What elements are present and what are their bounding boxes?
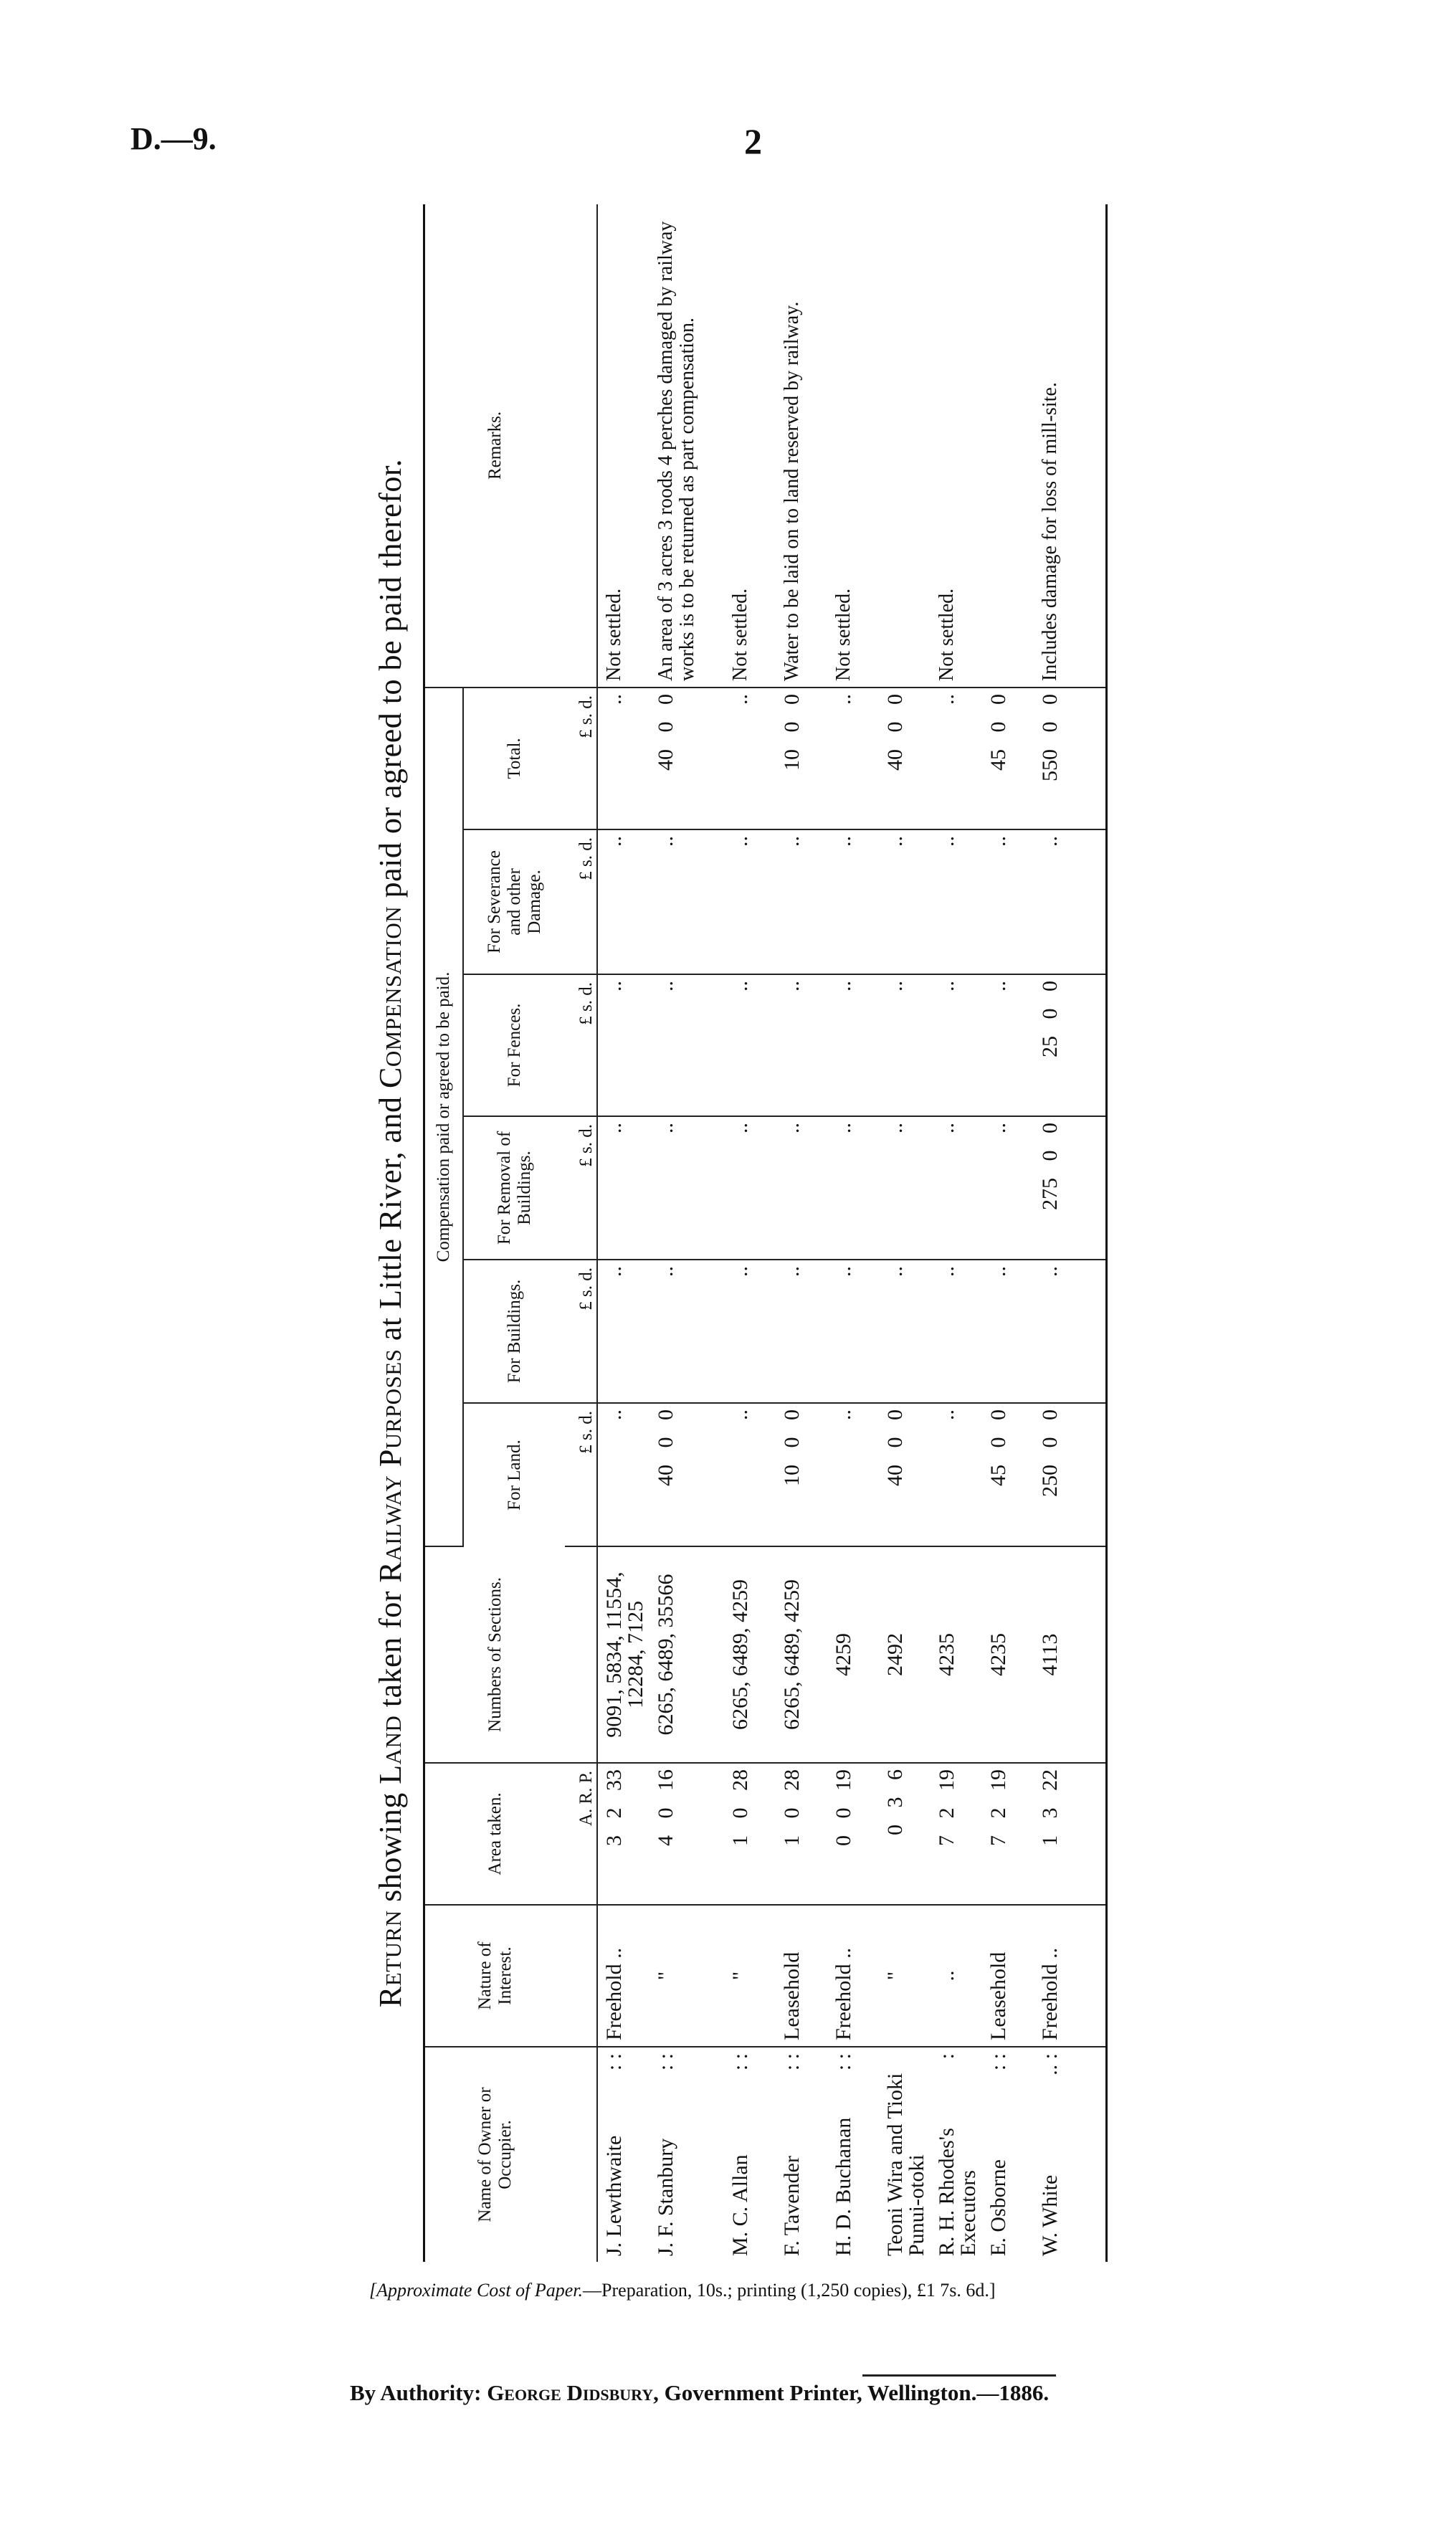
cell-severance: .. <box>1034 829 1107 974</box>
cell-remarks: Not settled. <box>827 204 879 688</box>
units-blank <box>565 2047 597 2262</box>
cell-area: 4 0 16 <box>650 1763 724 1905</box>
table-row <box>776 204 827 2262</box>
cell-sections: 2492 <box>879 1546 931 1763</box>
cell-removal: .. <box>776 1116 827 1260</box>
cell-fences: .. <box>982 974 1034 1116</box>
units-money: £ s. d. <box>565 829 597 974</box>
units-money: £ s. d. <box>565 974 597 1116</box>
title-part: at Little River, and <box>373 1096 408 1341</box>
cell-severance: .. <box>724 829 776 974</box>
cell-fences: .. <box>597 974 650 1116</box>
cell-land: .. <box>597 1403 650 1546</box>
title-part: Return <box>373 1910 408 2008</box>
cell-land: 45 0 0 <box>982 1403 1034 1546</box>
title-part: showing <box>373 1792 408 1902</box>
owner-name: J. F. Stanbury <box>654 2138 677 2256</box>
title-part: Railway Purposes <box>373 1349 408 1583</box>
compensation-table <box>423 204 1108 2262</box>
units-money: £ s. d. <box>565 1403 597 1546</box>
cell-owner: W. White .. : <box>1034 2047 1107 2262</box>
cell-remarks: Not settled. <box>931 204 982 688</box>
cell-removal: .. <box>879 1116 931 1260</box>
units-blank <box>565 204 597 688</box>
cell-sections: 4259 <box>827 1546 879 1763</box>
cell-removal: .. <box>597 1116 650 1260</box>
owner-name: H. D. Buchanan <box>832 2117 855 2256</box>
cell-buildings: .. <box>879 1260 931 1403</box>
page-number: 2 <box>744 121 762 161</box>
cell-owner: F. Tavender : : <box>780 2053 804 2256</box>
header-total: Total. <box>463 688 565 829</box>
table-row <box>1034 204 1107 2262</box>
table-title <box>358 204 423 2262</box>
cell-area: 1 3 22 <box>1034 1763 1107 1905</box>
owner-name: J. Lewthwaite <box>602 2135 626 2256</box>
cell-remarks: Includes damage for loss of mill-site. <box>1034 204 1107 688</box>
cell-severance: .. <box>982 829 1034 974</box>
cell-removal: 275 0 0 <box>1034 1116 1107 1260</box>
cell-land: .. <box>827 1403 879 1546</box>
cell-owner: J. F. Stanbury : : <box>654 2053 677 2256</box>
cell-total: .. <box>827 688 879 829</box>
table-row <box>931 204 982 2262</box>
cell-land: .. <box>931 1403 982 1546</box>
cell-severance: .. <box>650 829 724 974</box>
title-part: Land <box>373 1715 408 1784</box>
cell-fences: .. <box>827 974 879 1116</box>
cell-buildings: .. <box>827 1260 879 1403</box>
cell-land: 40 0 0 <box>650 1403 724 1546</box>
cell-area: 7 2 19 <box>982 1763 1034 1905</box>
owner-name: E. Osborne <box>986 2159 1010 2256</box>
page-reference: D.—9. <box>130 121 217 156</box>
cell-remarks <box>982 204 1034 688</box>
cell-area: 3 2 33 <box>597 1763 650 1905</box>
imprint-suffix: Government Printer, Wellington.—1886. <box>664 2380 1050 2405</box>
cell-owner: R. H. Rhodes's Executors : <box>935 2053 980 2256</box>
cell-interest: Leasehold <box>776 1905 827 2047</box>
header-severance: For Severance and other Damage. <box>463 829 565 974</box>
table-row <box>597 204 650 2262</box>
printer-imprint <box>350 2380 1049 2406</box>
cell-area: 1 0 28 <box>776 1763 827 1905</box>
header-remarks: Remarks. <box>424 204 566 688</box>
owner-name: F. Tavender <box>780 2156 804 2256</box>
header-owner: Name of Owner or Occupier. <box>424 2047 566 2262</box>
cell-buildings: .. <box>931 1260 982 1403</box>
cell-remarks: An area of 3 acres 3 roods 4 perches damaged by railway works is to be returned as part compensation. <box>650 204 724 688</box>
cell-land: .. <box>724 1403 776 1546</box>
cell-total: 45 0 0 <box>982 688 1034 829</box>
title-part: paid or agreed to be paid therefor. <box>373 458 408 898</box>
cell-total: 40 0 0 <box>650 688 724 829</box>
cell-interest: Freehold .. <box>597 1905 650 2047</box>
cell-removal: .. <box>650 1116 724 1260</box>
cell-fences: .. <box>879 974 931 1116</box>
owner-name: M. C. Allan <box>728 2154 752 2256</box>
cell-removal: .. <box>931 1116 982 1260</box>
cell-buildings: .. <box>650 1260 724 1403</box>
cell-land: 250 0 0 <box>1034 1403 1107 1546</box>
cell-interest: " <box>879 1905 931 2047</box>
cell-removal: .. <box>982 1116 1034 1260</box>
units-blank <box>565 1546 597 1763</box>
imprint-name: George Didsbury, <box>487 2380 659 2405</box>
units-area: A. R. P. <box>565 1763 597 1905</box>
cell-sections: 6265, 6489, 4259 <box>776 1546 827 1763</box>
cell-sections: 4235 <box>982 1546 1034 1763</box>
cell-removal: .. <box>724 1116 776 1260</box>
cell-area: 7 2 19 <box>931 1763 982 1905</box>
cell-owner: H. D. Buchanan : : <box>832 2053 855 2256</box>
cell-interest: Freehold .. <box>827 1905 879 2047</box>
cell-sections: 6265, 6489, 35566 <box>650 1546 724 1763</box>
cell-sections: 9091, 5834, 11554, 12284, 7125 <box>597 1546 650 1763</box>
table-row <box>650 204 724 2262</box>
header-removal: For Removal of Buildings. <box>463 1116 565 1260</box>
cell-interest: Leasehold <box>982 1905 1034 2047</box>
owner-name: W. White <box>1038 2174 1062 2256</box>
title-part: taken for <box>373 1591 408 1708</box>
cost-footnote <box>369 2280 996 2301</box>
units-money: £ s. d. <box>565 1116 597 1260</box>
table-row <box>982 204 1034 2262</box>
cell-area: 1 0 28 <box>724 1763 776 1905</box>
divider-rule <box>862 2374 1056 2377</box>
cell-removal: .. <box>827 1116 879 1260</box>
cell-sections: 6265, 6489, 4259 <box>724 1546 776 1763</box>
cell-fences: 25 0 0 <box>1034 974 1107 1116</box>
units-money: £ s. d. <box>565 688 597 829</box>
title-part: Compensation <box>373 905 408 1088</box>
owner-name: R. H. Rhodes's Executors <box>935 2128 980 2256</box>
cell-buildings: .. <box>982 1260 1034 1403</box>
cell-total: 40 0 0 <box>879 688 931 829</box>
cell-fences: .. <box>650 974 724 1116</box>
cell-severance: .. <box>776 829 827 974</box>
cell-land: 40 0 0 <box>879 1403 931 1546</box>
cell-owner: J. Lewthwaite : : <box>602 2053 626 2256</box>
cell-remarks <box>879 204 931 688</box>
footnote-text: —Preparation, 10s.; printing (1,250 copies), £1 7s. 6d.] <box>583 2280 996 2301</box>
header-sections: Numbers of Sections. <box>424 1546 566 1763</box>
cell-sections: 4235 <box>931 1546 982 1763</box>
cell-land: 10 0 0 <box>776 1403 827 1546</box>
header-buildings: For Buildings. <box>463 1260 565 1403</box>
cell-total: .. <box>597 688 650 829</box>
cell-total: .. <box>931 688 982 829</box>
cell-total: 550 0 0 <box>1034 688 1107 829</box>
header-area: Area taken. <box>424 1763 566 1905</box>
cell-remarks: Water to be laid on to land reserved by railway. <box>776 204 827 688</box>
table-row <box>724 204 776 2262</box>
cell-sections: 4113 <box>1034 1546 1107 1763</box>
cell-severance: .. <box>827 829 879 974</box>
cell-buildings: .. <box>1034 1260 1107 1403</box>
cell-buildings: .. <box>776 1260 827 1403</box>
owner-name: Teoni Wira and Tioki Punui-otoki <box>883 2073 928 2256</box>
rotated-return-table <box>358 204 1133 2262</box>
cell-remarks: Not settled. <box>597 204 650 688</box>
table-row <box>827 204 879 2262</box>
units-money: £ s. d. <box>565 1260 597 1403</box>
imprint-prefix: By Authority: <box>350 2380 482 2405</box>
cell-total: .. <box>724 688 776 829</box>
footnote-label: [Approximate Cost of Paper. <box>369 2280 584 2301</box>
cell-fences: .. <box>931 974 982 1116</box>
cell-buildings: .. <box>597 1260 650 1403</box>
header-fences: For Fences. <box>463 974 565 1116</box>
cell-severance: .. <box>931 829 982 974</box>
cell-interest: .. <box>931 1905 982 2047</box>
cell-fences: .. <box>776 974 827 1116</box>
header-compensation-group: Compensation paid or agreed to be paid. <box>424 688 464 1546</box>
cell-interest: " <box>724 1905 776 2047</box>
cell-area: 0 0 19 <box>827 1763 879 1905</box>
units-blank <box>565 1905 597 2047</box>
cell-remarks: Not settled. <box>724 204 776 688</box>
cell-fences: .. <box>724 974 776 1116</box>
header-land: For Land. <box>463 1403 565 1546</box>
cell-owner: E. Osborne : : <box>986 2053 1010 2256</box>
cell-owner <box>879 2047 931 2262</box>
cell-buildings: .. <box>724 1260 776 1403</box>
table-row <box>879 204 931 2262</box>
header-interest: Nature of Interest. <box>424 1905 566 2047</box>
cell-severance: .. <box>597 829 650 974</box>
cell-total: 10 0 0 <box>776 688 827 829</box>
cell-interest: " <box>650 1905 724 2047</box>
cell-area: 0 3 6 <box>879 1763 931 1905</box>
cell-severance: .. <box>879 829 931 974</box>
cell-interest: Freehold .. <box>1034 1905 1107 2047</box>
cell-owner: M. C. Allan : : <box>728 2053 752 2256</box>
